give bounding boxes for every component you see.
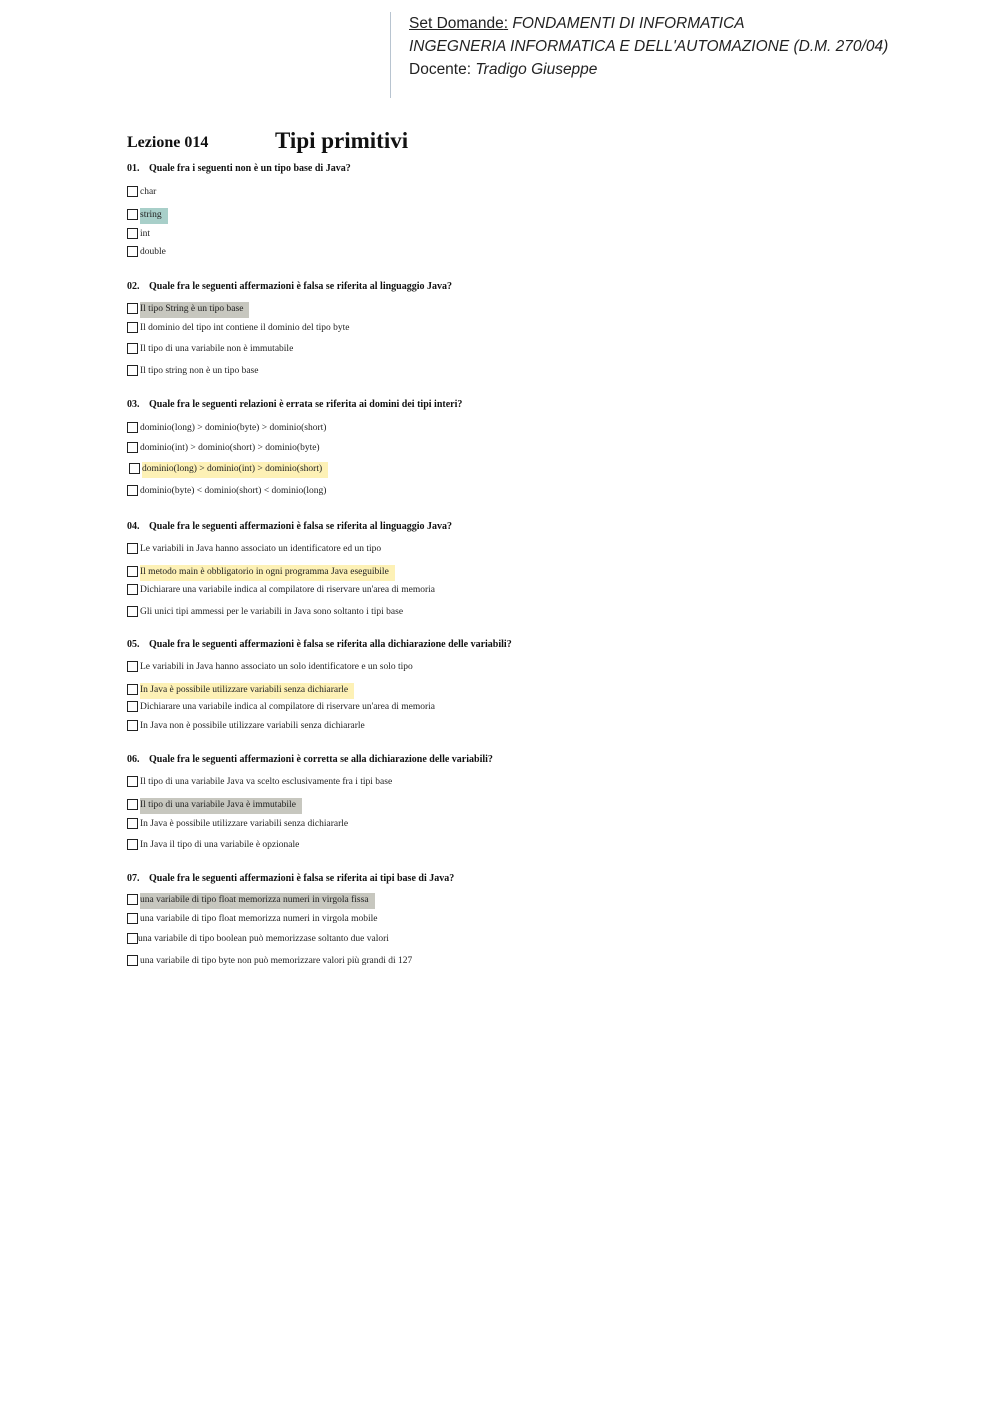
question-03 xyxy=(127,398,827,496)
option-label: Il tipo di una variabile non è immutabile xyxy=(140,344,294,354)
question-06 xyxy=(127,753,827,850)
option-label: In Java il tipo di una variabile è opzionale xyxy=(140,840,300,850)
option-label: Il tipo string non è un tipo base xyxy=(140,366,259,376)
checkbox[interactable] xyxy=(127,584,138,595)
option-label: Il tipo String è un tipo base xyxy=(140,302,249,318)
lesson-title: Tipi primitivi xyxy=(275,128,409,153)
question-label: Quale fra le seguenti affermazioni è falsa se riferita ai tipi base di Java? xyxy=(149,873,455,884)
option-label: dominio(byte) < dominio(short) < dominio(long) xyxy=(140,486,327,496)
option-label: Il tipo di una variabile Java è immutabile xyxy=(140,798,302,814)
option-label: string xyxy=(140,208,168,224)
question-text xyxy=(127,280,827,294)
checkbox[interactable] xyxy=(127,186,138,197)
option-label: Le variabili in Java hanno associato un identificatore ed un tipo xyxy=(140,544,382,554)
lesson-heading xyxy=(127,128,727,160)
question-01 xyxy=(127,162,827,257)
checkbox[interactable] xyxy=(127,799,138,810)
checkbox[interactable] xyxy=(127,322,138,333)
checkbox[interactable] xyxy=(127,684,138,695)
option-label: una variabile di tipo boolean può memorizzase soltanto due valori xyxy=(138,934,389,944)
checkbox[interactable] xyxy=(127,228,138,239)
option-label: char xyxy=(140,187,157,197)
option-label: In Java è possibile utilizzare variabili senza dichiararle xyxy=(140,683,354,699)
degree-name: INGEGNERIA INFORMATICA E DELL'AUTOMAZIONE (D.M. 270/04) xyxy=(409,38,889,55)
checkbox[interactable] xyxy=(127,422,138,433)
question-number: 03. xyxy=(127,399,140,410)
question-label: Quale fra le seguenti affermazioni è falsa se riferita al linguaggio Java? xyxy=(149,521,453,532)
header-line-set xyxy=(409,12,888,35)
checkbox[interactable] xyxy=(127,955,138,966)
checkbox[interactable] xyxy=(127,839,138,850)
header-line-teacher xyxy=(409,58,888,81)
option-label: Gli unici tipi ammessi per le variabili in Java sono soltanto i tipi base xyxy=(140,607,404,617)
checkbox[interactable] xyxy=(127,701,138,712)
option-label: una variabile di tipo float memorizza numeri in virgola fissa xyxy=(140,893,375,909)
question-number: 06. xyxy=(127,754,140,765)
lesson-number: Lezione 014 xyxy=(127,134,209,151)
checkbox[interactable] xyxy=(127,209,138,220)
question-text xyxy=(127,753,827,767)
checkbox[interactable] xyxy=(127,720,138,731)
question-text xyxy=(127,520,827,534)
question-05 xyxy=(127,638,827,731)
checkbox[interactable] xyxy=(127,776,138,787)
question-02 xyxy=(127,280,827,376)
teacher-name: Tradigo Giuseppe xyxy=(475,61,598,78)
option-label: In Java non è possibile utilizzare variabili senza dichiararle xyxy=(140,721,365,731)
question-text xyxy=(127,398,827,412)
option-label: In Java è possibile utilizzare variabili senza dichiararle xyxy=(140,819,349,829)
question-label: Quale fra le seguenti affermazioni è falsa se riferita al linguaggio Java? xyxy=(149,281,453,292)
option-label: double xyxy=(140,247,166,257)
question-07 xyxy=(127,872,827,966)
document-header xyxy=(390,12,888,98)
course-name: FONDAMENTI DI INFORMATICA xyxy=(512,15,745,32)
checkbox[interactable] xyxy=(127,894,138,905)
question-label: Quale fra le seguenti relazioni è errata se riferita ai domini dei tipi interi? xyxy=(149,399,463,410)
option-label: dominio(int) > dominio(short) > dominio(byte) xyxy=(140,443,320,453)
question-04 xyxy=(127,520,827,617)
option-label: Il metodo main è obbligatorio in ogni programma Java eseguibile xyxy=(140,565,395,581)
set-label: Set Domande xyxy=(409,15,504,32)
checkbox[interactable] xyxy=(127,606,138,617)
option-label: Dichiarare una variabile indica al compilatore di riservare un'area di memoria xyxy=(140,585,436,595)
option-label: Il dominio del tipo int contiene il dominio del tipo byte xyxy=(140,323,350,333)
option-label: Dichiarare una variabile indica al compilatore di riservare un'area di memoria xyxy=(140,702,436,712)
question-label: Quale fra i seguenti non è un tipo base di Java? xyxy=(149,163,351,174)
checkbox[interactable] xyxy=(127,246,138,257)
checkbox[interactable] xyxy=(127,661,138,672)
checkbox[interactable] xyxy=(127,303,138,314)
checkbox[interactable] xyxy=(127,365,138,376)
set-separator: : xyxy=(503,15,509,32)
option-label: una variabile di tipo byte non può memorizzare valori più grandi di 127 xyxy=(140,956,413,966)
checkbox[interactable] xyxy=(127,543,138,554)
question-label: Quale fra le seguenti affermazioni è corretta se alla dichiarazione delle variabili? xyxy=(149,754,493,765)
question-number: 04. xyxy=(127,521,140,532)
checkbox[interactable] xyxy=(127,933,138,944)
question-number: 07. xyxy=(127,873,140,884)
option-label: Il tipo di una variabile Java va scelto esclusivamente fra i tipi base xyxy=(140,777,393,787)
option-label: int xyxy=(140,229,151,239)
header-line-degree xyxy=(409,35,888,58)
teacher-label: Docente: xyxy=(409,61,472,78)
question-number: 01. xyxy=(127,163,140,174)
checkbox[interactable] xyxy=(127,566,138,577)
option-label: Le variabili in Java hanno associato un solo identificatore e un solo tipo xyxy=(140,662,413,672)
checkbox[interactable] xyxy=(129,463,140,474)
question-label: Quale fra le seguenti affermazioni è falsa se riferita alla dichiarazione delle variabili? xyxy=(149,639,512,650)
option-label: dominio(long) > dominio(int) > dominio(short) xyxy=(142,462,328,478)
option-label: una variabile di tipo float memorizza numeri in virgola mobile xyxy=(140,914,378,924)
question-text xyxy=(127,162,827,176)
checkbox[interactable] xyxy=(127,343,138,354)
checkbox[interactable] xyxy=(127,442,138,453)
question-text xyxy=(127,638,827,652)
checkbox[interactable] xyxy=(127,818,138,829)
question-number: 02. xyxy=(127,281,140,292)
question-number: 05. xyxy=(127,639,140,650)
checkbox[interactable] xyxy=(127,485,138,496)
option-label: dominio(long) > dominio(byte) > dominio(short) xyxy=(140,423,327,433)
question-text xyxy=(127,872,827,886)
checkbox[interactable] xyxy=(127,913,138,924)
